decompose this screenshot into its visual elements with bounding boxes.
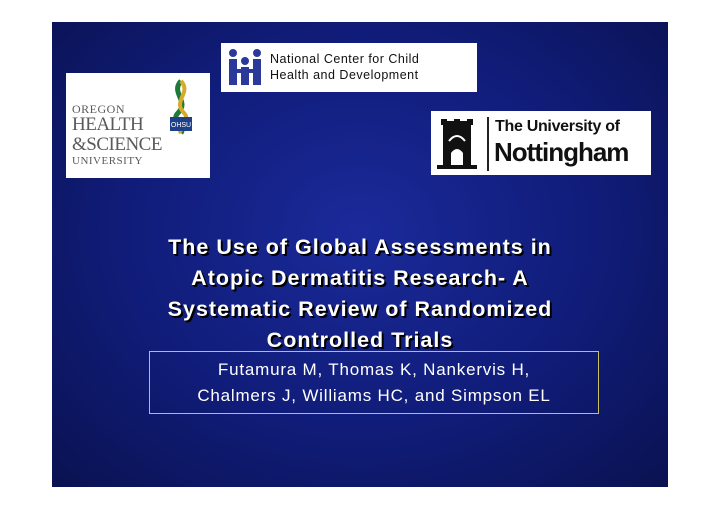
authors-line1: Futamura M, Thomas K, Nankervis H, — [217, 360, 531, 379]
nottingham-name-line1: The University of — [495, 118, 620, 135]
nichd-name — [270, 51, 419, 83]
nichd-name-line1: National Center for Child — [270, 52, 420, 66]
slide-title-line3: Systematic Review of Randomized — [167, 297, 553, 321]
ohsu-name — [72, 103, 162, 167]
slide-title-line2: Atopic Dermatitis Research- A — [191, 266, 529, 290]
nottingham-name-line2: Nottingham — [494, 137, 629, 167]
authors-line2: Chalmers J, Williams HC, and Simpson EL — [197, 386, 551, 405]
ohsu-logo-box — [66, 73, 210, 178]
nottingham-divider — [487, 117, 489, 171]
ohsu-name-line3: &SCIENCE — [72, 134, 162, 155]
authors-box — [149, 351, 599, 414]
nichd-logo-icon — [225, 47, 265, 88]
slide-title-line1: The Use of Global Assessments in — [168, 235, 552, 259]
castle-tower-icon — [435, 117, 479, 171]
ohsu-name-line4: UNIVERSITY — [72, 155, 143, 167]
nichd-name-line2: Health and Development — [270, 68, 419, 82]
ohsu-badge: OHSU — [170, 122, 192, 129]
ohsu-emblem-icon — [156, 77, 206, 137]
ohsu-name-line2: HEALTH — [72, 114, 144, 135]
ohsu-name-line1: OREGON — [72, 102, 125, 116]
nichd-logo-box — [221, 43, 477, 92]
slide-title — [100, 232, 620, 356]
slide-title-line4: Controlled Trials — [266, 328, 454, 352]
nottingham-logo-box — [431, 111, 651, 175]
